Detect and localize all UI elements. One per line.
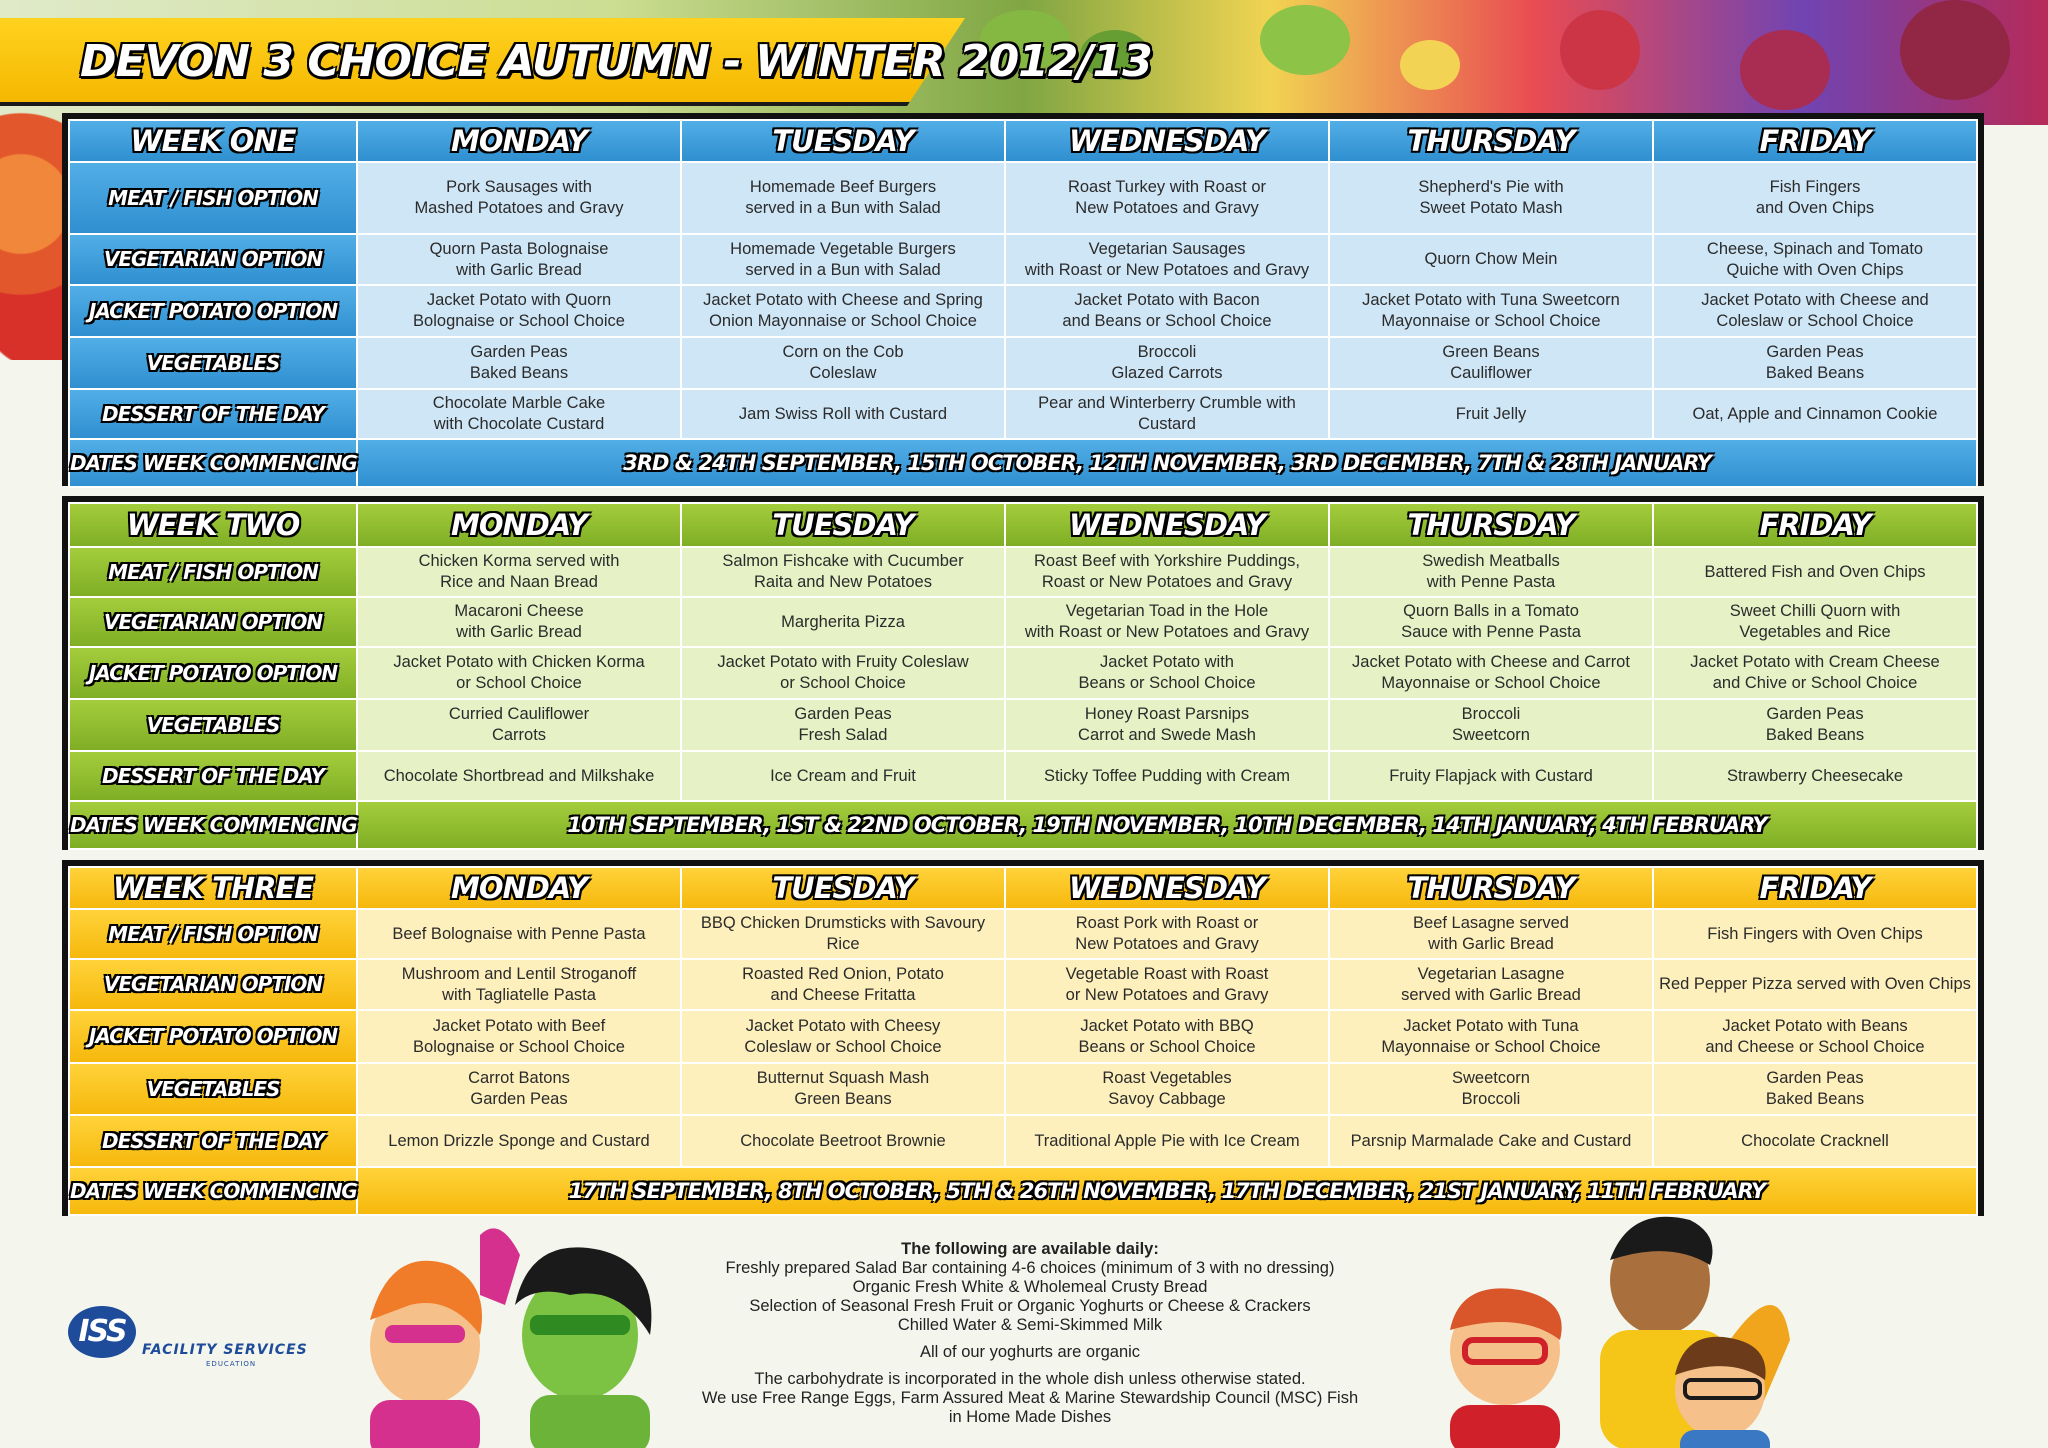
table-row (69, 1115, 1977, 1167)
week-two-menu (62, 496, 1984, 850)
menu-cell: Chocolate Cracknell (1653, 1115, 1977, 1167)
week-label: WEEK ONE (69, 120, 357, 162)
table-row (69, 699, 1977, 751)
row-label: VEGETARIAN OPTION (69, 959, 357, 1010)
menu-cell: Battered Fish and Oven Chips (1653, 547, 1977, 597)
menu-cell: Quorn Chow Mein (1329, 234, 1653, 285)
menu-table (68, 866, 1978, 1216)
day-header: FRIDAY (1653, 503, 1977, 547)
menu-cell: Lemon Drizzle Sponge and Custard (357, 1115, 681, 1167)
header-row (69, 120, 1977, 162)
day-header: WEDNESDAY (1005, 503, 1329, 547)
menu-cell: Sweetcorn Broccoli (1329, 1063, 1653, 1115)
day-header: WEDNESDAY (1005, 867, 1329, 909)
menu-cell: Homemade Vegetable Burgers served in a Bun with Salad (681, 234, 1005, 285)
menu-cell: Jacket Potato with Cream Cheese and Chive or School Choice (1653, 647, 1977, 699)
menu-cell: Oat, Apple and Cinnamon Cookie (1653, 389, 1977, 439)
menu-cell: Jacket Potato with Fruity Coleslaw or School Choice (681, 647, 1005, 699)
row-label: JACKET POTATO OPTION (69, 1010, 357, 1063)
row-label: VEGETABLES (69, 1063, 357, 1115)
menu-cell: Pork Sausages with Mashed Potatoes and Gravy (357, 162, 681, 234)
dates-row (69, 1167, 1977, 1215)
menu-cell: Sticky Toffee Pudding with Cream (1005, 751, 1329, 801)
daily-item: Chilled Water & Semi-Skimmed Milk (897, 1315, 1163, 1334)
dates-week-commencing: 3RD & 24TH SEPTEMBER, 15TH OCTOBER, 12TH NOVEMBER, 3RD DECEMBER, 7TH & 28TH JANUARY (357, 439, 1977, 487)
menu-cell: Jacket Potato with Bacon and Beans or School Choice (1005, 285, 1329, 337)
menu-cell: Jacket Potato with Beans and Cheese or School Choice (1653, 1010, 1977, 1063)
logo-name: FACILITY SERVICES (142, 1342, 308, 1358)
menu-cell: Fruity Flapjack with Custard (1329, 751, 1653, 801)
menu-cell: Vegetarian Sausages with Roast or New Potatoes and Gravy (1005, 234, 1329, 285)
menu-cell: Macaroni Cheese with Garlic Bread (357, 597, 681, 647)
menu-cell: Roast Pork with Roast or New Potatoes and Gravy (1005, 909, 1329, 959)
table-row (69, 337, 1977, 389)
row-label: DESSERT OF THE DAY (69, 389, 357, 439)
row-label: DESSERT OF THE DAY (69, 1115, 357, 1167)
menu-cell: Jam Swiss Roll with Custard (681, 389, 1005, 439)
menu-cell: Sweet Chilli Quorn with Vegetables and Rice (1653, 597, 1977, 647)
menu-cell: Beef Lasagne served with Garlic Bread (1329, 909, 1653, 959)
menu-cell: BBQ Chicken Drumsticks with Savoury Rice (681, 909, 1005, 959)
menu-cell: Parsnip Marmalade Cake and Custard (1329, 1115, 1653, 1167)
menu-cell: Salmon Fishcake with Cucumber Raita and New Potatoes (681, 547, 1005, 597)
menu-cell: Chocolate Shortbread and Milkshake (357, 751, 681, 801)
menu-table (68, 502, 1978, 850)
iss-logo (68, 1300, 328, 1370)
menu-cell: Green Beans Cauliflower (1329, 337, 1653, 389)
daily-item: Selection of Seasonal Fresh Fruit or Organic Yoghurts or Cheese & Crackers (749, 1296, 1311, 1315)
week-label: WEEK TWO (69, 503, 357, 547)
day-header: THURSDAY (1329, 120, 1653, 162)
logo-sub: EDUCATION (206, 1360, 257, 1368)
note-line: in Home Made Dishes (948, 1407, 1112, 1426)
menu-cell: Garden Peas Fresh Salad (681, 699, 1005, 751)
menu-cell: Mushroom and Lentil Stroganoff with Tagliatelle Pasta (357, 959, 681, 1010)
header-row (69, 503, 1977, 547)
menu-cell: Fish Fingers and Oven Chips (1653, 162, 1977, 234)
note-line: The carbohydrate is incorporated in the whole dish unless otherwise stated. (754, 1369, 1306, 1388)
menu-cell: Ice Cream and Fruit (681, 751, 1005, 801)
menu-cell: Jacket Potato with Beef Bolognaise or School Choice (357, 1010, 681, 1063)
week-one-menu (62, 113, 1984, 486)
row-label: JACKET POTATO OPTION (69, 285, 357, 337)
vegetable-side-artwork (0, 100, 70, 360)
menu-cell: Garden Peas Baked Beans (1653, 699, 1977, 751)
menu-cell: Jacket Potato with Quorn Bolognaise or School Choice (357, 285, 681, 337)
page-title: DEVON 3 CHOICE AUTUMN - WINTER 2012/13 (80, 36, 1152, 87)
table-row (69, 547, 1977, 597)
menu-cell: Shepherd's Pie with Sweet Potato Mash (1329, 162, 1653, 234)
table-row (69, 285, 1977, 337)
menu-table (68, 119, 1978, 488)
day-header: MONDAY (357, 867, 681, 909)
superhero-characters-left-illustration (330, 1225, 690, 1448)
table-row (69, 389, 1977, 439)
yoghurt-note: All of our yoghurts are organic (919, 1342, 1141, 1361)
menu-cell: Roast Beef with Yorkshire Puddings, Roast or New Potatoes and Gravy (1005, 547, 1329, 597)
table-row (69, 1010, 1977, 1063)
daily-availability-info (690, 1240, 1370, 1427)
row-label: VEGETABLES (69, 337, 357, 389)
row-label: VEGETARIAN OPTION (69, 234, 357, 285)
menu-cell: Beef Bolognaise with Penne Pasta (357, 909, 681, 959)
menu-cell: Strawberry Cheesecake (1653, 751, 1977, 801)
menu-cell: Roast Vegetables Savoy Cabbage (1005, 1063, 1329, 1115)
daily-item: Organic Fresh White & Wholemeal Crusty Bread (852, 1277, 1208, 1296)
superhero-characters-right-illustration (1420, 1210, 1800, 1448)
day-header: FRIDAY (1653, 867, 1977, 909)
row-label: MEAT / FISH OPTION (69, 547, 357, 597)
menu-cell: Homemade Beef Burgers served in a Bun with Salad (681, 162, 1005, 234)
menu-cell: Fish Fingers with Oven Chips (1653, 909, 1977, 959)
row-label: DESSERT OF THE DAY (69, 751, 357, 801)
menu-cell: Jacket Potato with Cheesy Coleslaw or School Choice (681, 1010, 1005, 1063)
menu-cell: Curried Cauliflower Carrots (357, 699, 681, 751)
row-label: DATES WEEK COMMENCING (69, 1167, 357, 1215)
daily-item: Freshly prepared Salad Bar containing 4-6 choices (minimum of 3 with no dressing) (725, 1258, 1335, 1277)
menu-cell: Chicken Korma served with Rice and Naan Bread (357, 547, 681, 597)
menu-cell: Jacket Potato with Tuna Sweetcorn Mayonnaise or School Choice (1329, 285, 1653, 337)
row-label: MEAT / FISH OPTION (69, 162, 357, 234)
menu-cell: Broccoli Glazed Carrots (1005, 337, 1329, 389)
row-label: VEGETARIAN OPTION (69, 597, 357, 647)
day-header: TUESDAY (681, 120, 1005, 162)
menu-cell: Margherita Pizza (681, 597, 1005, 647)
menu-cell: Chocolate Beetroot Brownie (681, 1115, 1005, 1167)
menu-cell: Red Pepper Pizza served with Oven Chips (1653, 959, 1977, 1010)
dates-week-commencing: 10TH SEPTEMBER, 1ST & 22ND OCTOBER, 19TH NOVEMBER, 10TH DECEMBER, 14TH JANUARY, 4TH FEBRUARY (357, 801, 1977, 849)
logo-mark: ISS (68, 1306, 136, 1358)
note-line: We use Free Range Eggs, Farm Assured Meat & Marine Stewardship Council (MSC) Fish (701, 1388, 1359, 1407)
row-label: MEAT / FISH OPTION (69, 909, 357, 959)
dates-week-commencing: 17TH SEPTEMBER, 8TH OCTOBER, 5TH & 26TH NOVEMBER, 17TH DECEMBER, 21ST JANUARY, 11TH FEBRUARY (357, 1167, 1977, 1215)
table-row (69, 1063, 1977, 1115)
row-label: DATES WEEK COMMENCING (69, 801, 357, 849)
menu-cell: Jacket Potato with Tuna Mayonnaise or School Choice (1329, 1010, 1653, 1063)
menu-cell: Jacket Potato with Beans or School Choice (1005, 647, 1329, 699)
menu-cell: Roasted Red Onion, Potato and Cheese Fritatta (681, 959, 1005, 1010)
row-label: JACKET POTATO OPTION (69, 647, 357, 699)
menu-cell: Vegetarian Toad in the Hole with Roast or New Potatoes and Gravy (1005, 597, 1329, 647)
week-three-menu (62, 860, 1984, 1216)
menu-cell: Corn on the Cob Coleslaw (681, 337, 1005, 389)
menu-cell: Jacket Potato with Cheese and Carrot Mayonnaise or School Choice (1329, 647, 1653, 699)
table-row (69, 597, 1977, 647)
day-header: MONDAY (357, 120, 681, 162)
menu-cell: Quorn Pasta Bolognaise with Garlic Bread (357, 234, 681, 285)
day-header: MONDAY (357, 503, 681, 547)
menu-cell: Chocolate Marble Cake with Chocolate Custard (357, 389, 681, 439)
menu-cell: Quorn Balls in a Tomato Sauce with Penne Pasta (1329, 597, 1653, 647)
menu-cell: Carrot Batons Garden Peas (357, 1063, 681, 1115)
header-row (69, 867, 1977, 909)
dates-row (69, 801, 1977, 849)
table-row (69, 751, 1977, 801)
day-header: THURSDAY (1329, 503, 1653, 547)
daily-heading: The following are available daily: (901, 1240, 1159, 1258)
menu-cell: Fruit Jelly (1329, 389, 1653, 439)
menu-cell: Butternut Squash Mash Green Beans (681, 1063, 1005, 1115)
table-row (69, 959, 1977, 1010)
day-header: TUESDAY (681, 503, 1005, 547)
row-label: VEGETABLES (69, 699, 357, 751)
day-header: THURSDAY (1329, 867, 1653, 909)
menu-cell: Jacket Potato with Cheese and Spring Onion Mayonnaise or School Choice (681, 285, 1005, 337)
dates-row (69, 439, 1977, 487)
menu-cell: Jacket Potato with Chicken Korma or School Choice (357, 647, 681, 699)
menu-cell: Garden Peas Baked Beans (1653, 337, 1977, 389)
table-row (69, 234, 1977, 285)
menu-cell: Vegetarian Lasagne served with Garlic Bread (1329, 959, 1653, 1010)
menu-cell: Garden Peas Baked Beans (1653, 1063, 1977, 1115)
menu-cell: Vegetable Roast with Roast or New Potatoes and Gravy (1005, 959, 1329, 1010)
menu-cell: Broccoli Sweetcorn (1329, 699, 1653, 751)
menu-cell: Jacket Potato with BBQ Beans or School Choice (1005, 1010, 1329, 1063)
menu-cell: Swedish Meatballs with Penne Pasta (1329, 547, 1653, 597)
day-header: TUESDAY (681, 867, 1005, 909)
table-row (69, 909, 1977, 959)
menu-cell: Traditional Apple Pie with Ice Cream (1005, 1115, 1329, 1167)
day-header: WEDNESDAY (1005, 120, 1329, 162)
menu-cell: Garden Peas Baked Beans (357, 337, 681, 389)
week-label: WEEK THREE (69, 867, 357, 909)
menu-cell: Pear and Winterberry Crumble with Custard (1005, 389, 1329, 439)
menu-cell: Honey Roast Parsnips Carrot and Swede Mash (1005, 699, 1329, 751)
day-header: FRIDAY (1653, 120, 1977, 162)
menu-cell: Jacket Potato with Cheese and Coleslaw or School Choice (1653, 285, 1977, 337)
menu-cell: Cheese, Spinach and Tomato Quiche with Oven Chips (1653, 234, 1977, 285)
menu-cell: Roast Turkey with Roast or New Potatoes and Gravy (1005, 162, 1329, 234)
table-row (69, 162, 1977, 234)
table-row (69, 647, 1977, 699)
row-label: DATES WEEK COMMENCING (69, 439, 357, 487)
